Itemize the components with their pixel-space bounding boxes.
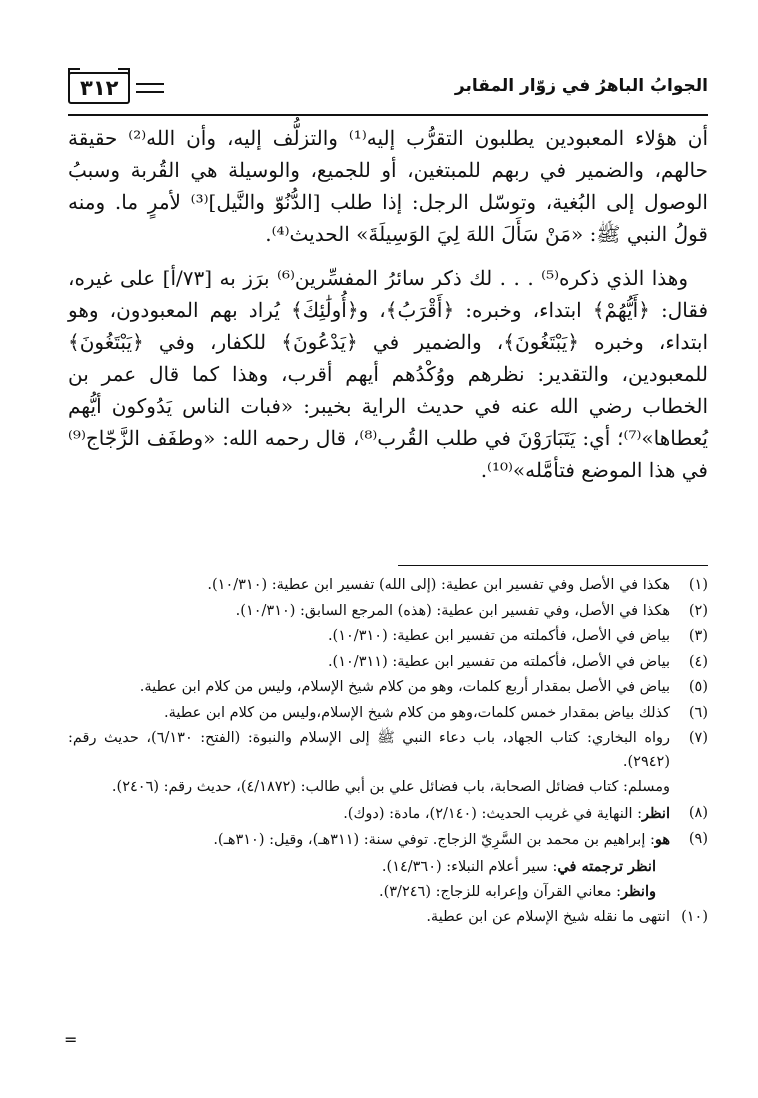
footnote-text: هكذا في الأصل وفي تفسير ابن عطية: (إلى الله) تفسير ابن عطية: (١٠/٣١٠). xyxy=(207,577,670,593)
footnote-9-continuation-2 xyxy=(68,880,708,905)
footnote-body: : إبراهيم بن محمد بن السَّرِيّ الزجاج. توفي سنة: (٣١١هـ)، وقيل: (٣١٠هـ). xyxy=(213,832,655,848)
footnote-number: (٧) xyxy=(688,730,708,746)
footnote-number: (٤) xyxy=(688,653,708,670)
footnote-5 xyxy=(68,676,708,700)
footnotes xyxy=(68,574,708,931)
footnote-text xyxy=(68,802,670,827)
header-rule xyxy=(68,114,708,116)
paragraph-1: أن هؤلاء المعبودين يطلبون التقرُّب إليه⁽¹⁾ والتزلُّف إليه، وأن الله⁽²⁾ حقيقة حالهم، والضمير في ربهم للمبتغين، أو للجميع، والوسيلة هي القُربة وسببُ الوصول إلى البُغية، وتوسّل الرجل: إذا طلب [الدُّنُوّ والنَّيل]⁽³⁾ لأمرٍ ما. ومنه قولُ النبي ﷺ: «مَنْ سَأَلَ اللهَ لِيَ الوَسِيلَةَ» الحديث⁽⁴⁾. xyxy=(68,126,709,246)
footnote-number: (٢) xyxy=(688,602,708,619)
footnote-number: (١٠) xyxy=(681,908,708,925)
footnote-text: بياض في الأصل، فأكملته من تفسير ابن عطية: (١٠/٣١٠). xyxy=(327,628,670,644)
page-header xyxy=(68,72,708,112)
footnote-separator xyxy=(398,565,708,566)
footnote-text: كذلك بياض بمقدار خمس كلمات،وهو من كلام شيخ الإسلام،وليس من كلام ابن عطية. xyxy=(163,704,670,721)
footnote-number: (٩) xyxy=(688,831,708,847)
footnote-10 xyxy=(68,906,708,930)
footnote-number: (١) xyxy=(688,577,708,593)
footnote-lead: انظر ترجمته في xyxy=(557,857,656,875)
footnote-text: هكذا في الأصل، وفي تفسير ابن عطية: (هذه) المرجع السابق: (١٠/٣١٠). xyxy=(235,602,670,619)
footnote-7-continuation: ومسلم: كتاب فضائل الصحابة، باب فضائل علي بن أبي طالب: (٤/١٨٧٢)، حديث رقم: (٢٤٠٦). xyxy=(111,779,670,795)
footnote-1 xyxy=(68,574,708,598)
footnote-body: : معاني القرآن وإعرابه للزجاج: (٣/٢٤٦). xyxy=(378,884,622,900)
footnote-number: (٥) xyxy=(688,679,708,695)
footnote-4 xyxy=(68,651,708,675)
main-text xyxy=(68,122,708,498)
footnote-text: بياض في الأصل بمقدار أربع كلمات، وهو من كلام شيخ الإسلام، وليس من كلام ابن عطية. xyxy=(139,679,670,695)
page-number: ٣١٢ xyxy=(68,72,130,104)
footnote-lead: انظر xyxy=(642,804,670,822)
footnote-7 xyxy=(68,727,708,774)
footnote-number: (٣) xyxy=(688,628,708,644)
footnote-9 xyxy=(68,828,708,853)
running-title: الجوابُ الباهرُ في زوّار المقابر xyxy=(454,76,708,96)
footnote-3 xyxy=(68,625,708,649)
footnote-body: : سير أعلام النبلاء: (١٤/٣٦٠). xyxy=(381,858,558,875)
footnote-2 xyxy=(68,600,708,624)
footnote-text: انتهى ما نقله شيخ الإسلام عن ابن عطية. xyxy=(426,908,670,925)
footnote-lead: هو xyxy=(654,831,670,848)
footnote-text: بياض في الأصل، فأكملته من تفسير ابن عطية: (١٠/٣١١). xyxy=(327,653,670,670)
footnote-number: (٨) xyxy=(688,804,708,821)
footnote-body: : النهاية في غريب الحديث: (٢/١٤٠)، مادة: (دوك). xyxy=(343,805,643,822)
footnote-text: رواه البخاري: كتاب الجهاد، باب دعاء النبي ﷺ إلى الإسلام والنبوة: (الفتح: ٦/١٣٠)، حديث رقم: (٢٩٤٢). xyxy=(68,730,670,770)
header-ornament xyxy=(136,83,164,93)
footnote-number: (٦) xyxy=(688,704,708,721)
footnote-lead: وانظر xyxy=(621,883,656,900)
margin-mark: = xyxy=(64,1030,78,1049)
page-number-box xyxy=(68,72,164,104)
footnote-6 xyxy=(68,702,708,726)
paragraph-2: وهذا الذي ذكره⁽⁵⁾ . . . لك ذكر سائرُ المفسِّرين⁽⁶⁾ برَز به [٧٣/أ] على غيره، فقال: ﴿أَيُّهُمْ﴾ ابتداء، وخبره: ﴿أَقْرَبُ﴾، و﴿أُولَٰئِكَ﴾ يُراد بهم المعبودون، وهو ابتداء، وخبره ﴿يَبْتَغُونَ﴾، والضمير في ﴿يَدْعُونَ﴾ للكفار، وفي ﴿يَبْتَغُونَ﴾ للمعبودين، والتقدير: نظرهم ووُكْدُهم أيهم أقرب، وهذا كما قال عمر بن الخطاب رضي الله عنه في حديث الراية بخيبر: «فبات الناس يَدُوكون أيُّهم يُعطاها»⁽⁷⁾؛ أي: يَتَبَارَوْنَ في طلب القُرب⁽⁸⁾، قال رحمه الله: «وطفَف الزَّجّاج⁽⁹⁾ في هذا الموضع فتأمَّله»⁽¹⁰⁾. xyxy=(68,266,708,482)
footnote-text xyxy=(68,828,670,853)
footnote-9-continuation-1 xyxy=(68,855,708,880)
footnote-8 xyxy=(68,802,708,827)
